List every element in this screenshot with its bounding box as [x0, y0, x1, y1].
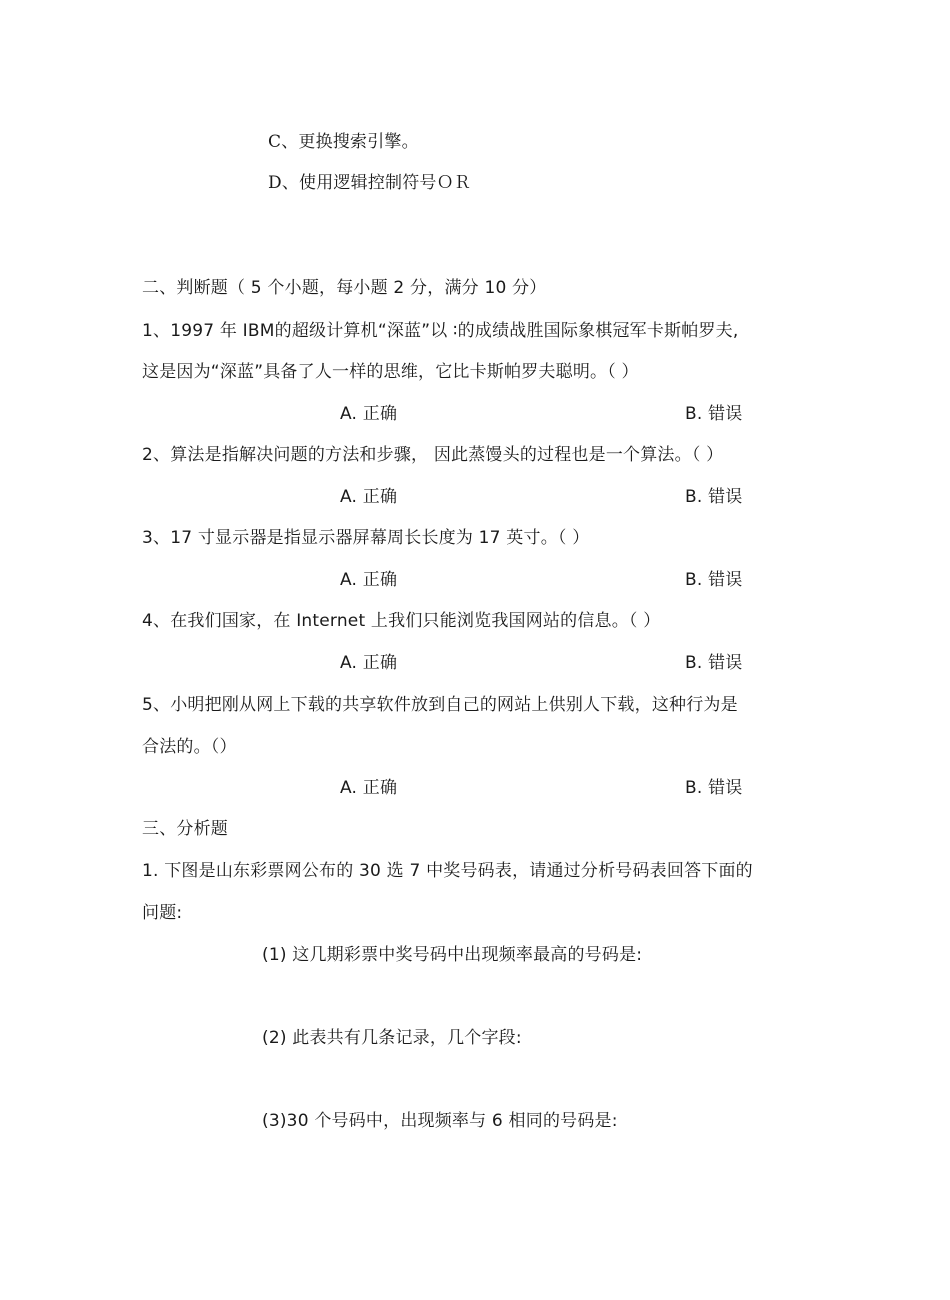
question-1-line-2: 这是因为“深蓝”具备了人一样的思维，它比卡斯帕罗夫聪明。（ ） — [142, 362, 639, 382]
question-3-option-a: A. 正确 — [340, 570, 398, 590]
question-5-line-1: 5、小明把刚从网上下载的共享软件放到自己的网站上供别人下载，这种行为是 — [142, 695, 738, 715]
question-2-option-b: B. 错误 — [685, 487, 743, 507]
option-d-text: D、使用逻辑控制符号ＯＲ — [268, 173, 472, 193]
question-4-option-a: A. 正确 — [340, 653, 398, 673]
question-1-option-a: A. 正确 — [340, 404, 398, 424]
analysis-sub-question-2: (2) 此表共有几条记录，几个字段: — [262, 1028, 522, 1048]
question-2-line-1: 2、算法是指解决问题的方法和步骤， 因此蒸馒头的过程也是一个算法。（ ） — [142, 445, 724, 465]
analysis-sub-question-3: (3)30 个号码中，出现频率与 6 相同的号码是: — [262, 1111, 618, 1131]
question-2-option-a: A. 正确 — [340, 487, 398, 507]
section3-title: 三、分析题 — [142, 819, 228, 839]
question-3-option-b: B. 错误 — [685, 570, 743, 590]
analysis-sub-question-1: (1) 这几期彩票中奖号码中出现频率最高的号码是: — [262, 945, 643, 965]
question-3-line-1: 3、17 寸显示器是指显示器屏幕周长长度为 17 英寸。（ ） — [142, 528, 590, 548]
question-1-line-1: 1、1997 年 IBM的超级计算机“深蓝”以 ∶的成绩战胜国际象棋冠军卡斯帕罗夫, — [142, 321, 739, 341]
analysis-q1-line-2: 问题: — [142, 903, 183, 923]
question-4-option-b: B. 错误 — [685, 653, 743, 673]
question-4-line-1: 4、在我们国家，在 Internet 上我们只能浏览我国网站的信息。（ ） — [142, 611, 661, 631]
analysis-q1-line-1: 1. 下图是山东彩票网公布的 30 选 7 中奖号码表，请通过分析号码表回答下面的 — [142, 861, 753, 881]
question-1-option-b: B. 错误 — [685, 404, 743, 424]
option-c-text: C、更换搜索引擎。 — [268, 132, 419, 152]
section2-title: 二、判断题（ 5 个小题，每小题 2 分，满分 10 分） — [142, 278, 547, 298]
question-5-option-b: B. 错误 — [685, 778, 743, 798]
question-5-line-2: 合法的。（） — [142, 737, 237, 757]
question-5-option-a: A. 正确 — [340, 778, 398, 798]
